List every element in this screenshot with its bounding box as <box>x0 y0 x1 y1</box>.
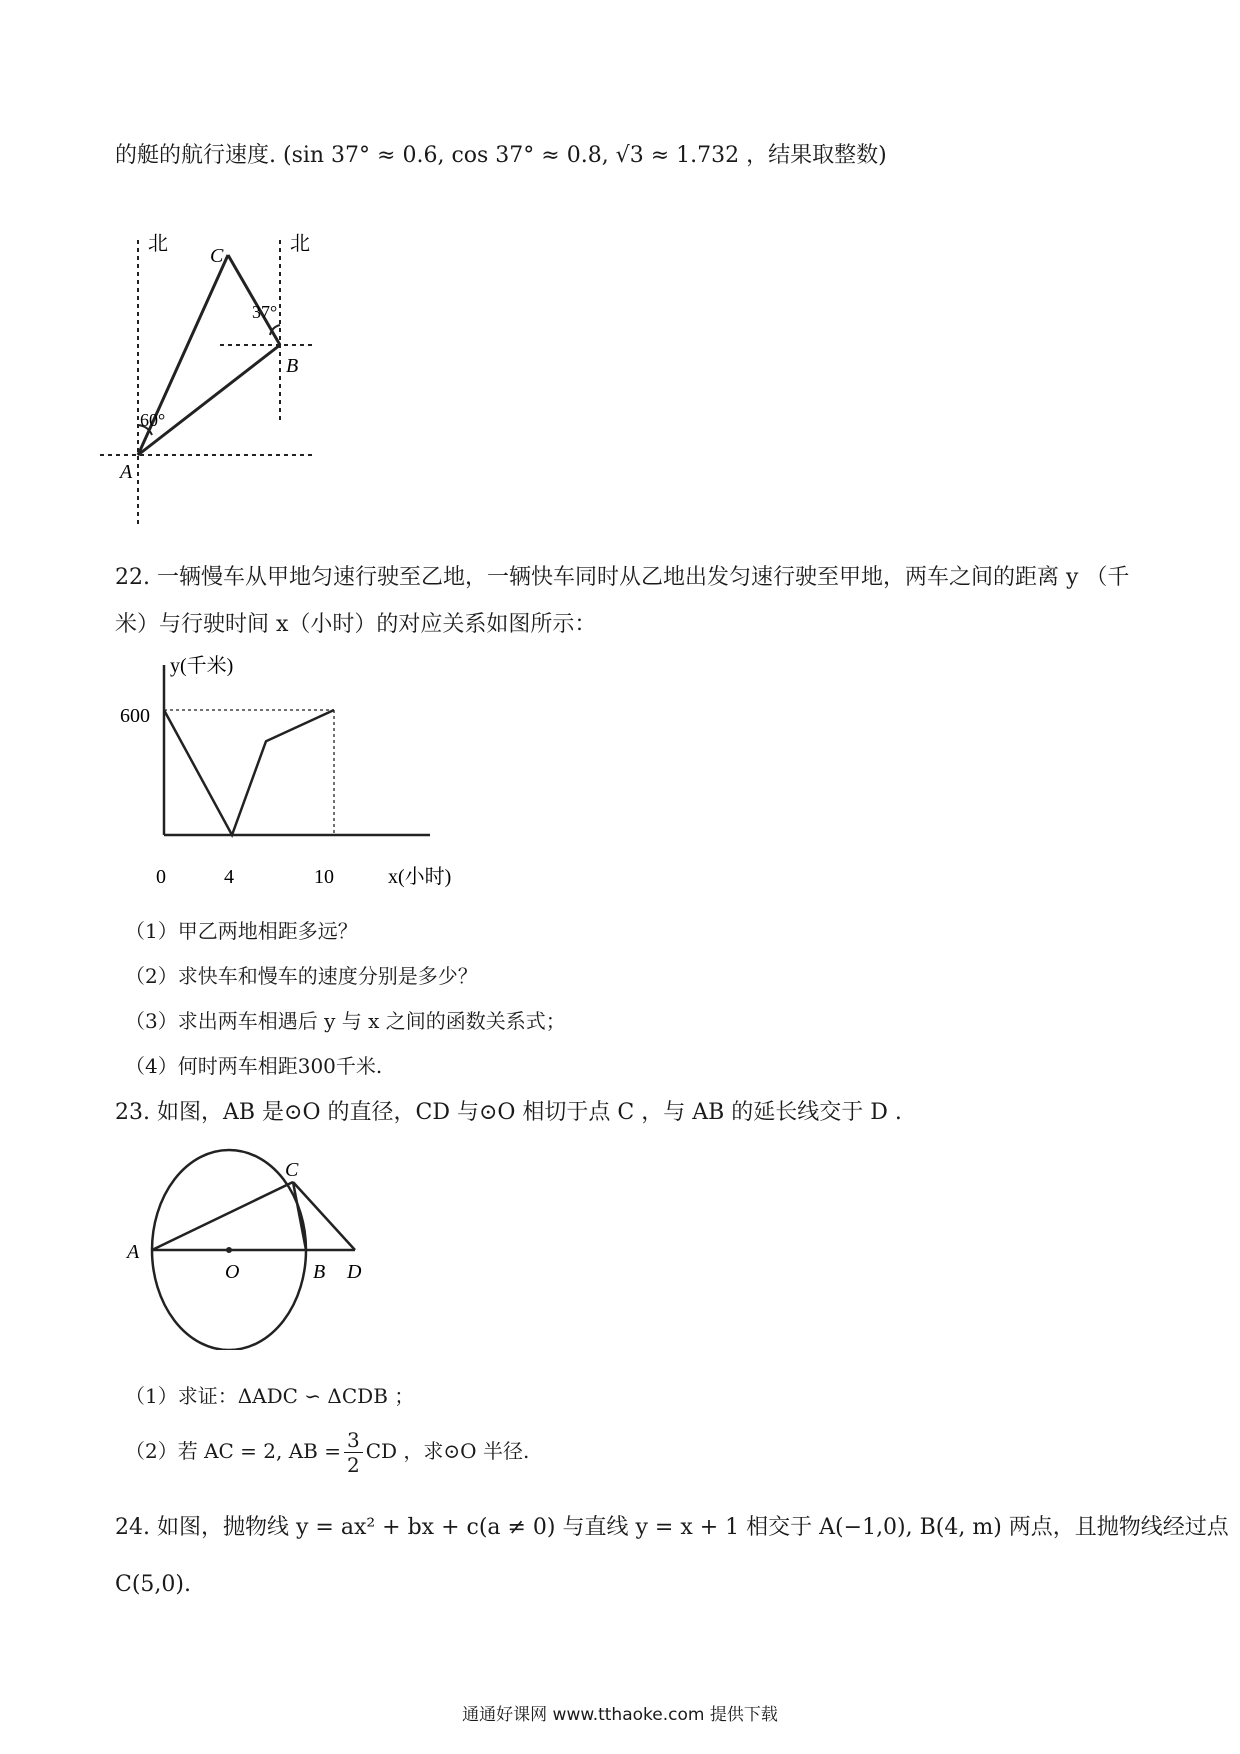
label-a: A <box>127 1241 140 1263</box>
footer-credit: 通通好课网 www.tthaoke.com 提供下载 <box>462 1705 778 1725</box>
label-c: C <box>210 245 224 267</box>
chord-ac <box>152 1182 293 1250</box>
angle-37-label: 37° <box>252 302 278 322</box>
north-label-1: 北 <box>148 233 168 255</box>
q22-sub-4: （4）何时两车相距300千米. <box>125 1054 383 1078</box>
figure-23-circle-tangent <box>125 1140 385 1350</box>
figure-22-distance-time-chart <box>120 650 460 890</box>
north-label-2: 北 <box>290 233 310 255</box>
angle-60-label: 60° <box>140 410 166 430</box>
label-o: O <box>225 1261 240 1283</box>
q23-line-1: 23. 如图，AB 是⊙O 的直径，CD 与⊙O 相切于点 C ，与 AB 的延长线交于 D . <box>115 1100 902 1125</box>
label-c: C <box>285 1159 299 1181</box>
fraction-3-2 <box>344 1428 363 1477</box>
label-b: B <box>313 1261 326 1283</box>
q23-sub-2-post: CD ，求⊙O 半径. <box>365 1439 530 1463</box>
segment-ab <box>138 345 280 455</box>
q23-sub-1: （1）求证：ΔADC ∽ ΔCDB ； <box>125 1384 415 1408</box>
q22-sub-3: （3）求出两车相遇后 y 与 x 之间的函数关系式； <box>125 1009 566 1033</box>
q22-sub-2: （2）求快车和慢车的速度分别是多少？ <box>125 964 478 988</box>
y-axis-label: y(千米) <box>170 655 234 677</box>
fraction-denominator: 2 <box>347 1453 360 1477</box>
q23-sub-2-pre: （2）若 AC = 2, AB = <box>125 1439 341 1463</box>
q24-line-1: 24. 如图，抛物线 y = ax² + bx + c(a ≠ 0) 与直线 y = x + 1 相交于 A(−1,0), B(4, m) 两点，且抛物线经过点 <box>115 1515 1229 1540</box>
x-tick-0: 0 <box>156 866 166 888</box>
x-axis-label: x(小时) <box>388 866 452 888</box>
label-a: A <box>120 461 133 483</box>
center-dot <box>226 1247 232 1253</box>
q22-line-2: 米）与行驶时间 x（小时）的对应关系如图所示： <box>115 612 597 637</box>
label-d: D <box>347 1261 362 1283</box>
label-b: B <box>286 355 299 377</box>
q24-line-2: C(5,0). <box>115 1572 191 1597</box>
series-line-0 <box>164 710 334 835</box>
x-tick-10: 10 <box>314 866 334 888</box>
y-tick-600: 600 <box>120 705 150 727</box>
x-tick-4: 4 <box>224 866 234 888</box>
fraction-numerator: 3 <box>344 1428 363 1453</box>
q23-sub-2 <box>125 1428 529 1477</box>
q22-line-1: 22. 一辆慢车从甲地匀速行驶至乙地，一辆快车同时从乙地出发匀速行驶至甲地，两车之间的距离 y （千 <box>115 565 1130 590</box>
q22-sub-1: （1）甲乙两地相距多远？ <box>125 919 358 943</box>
figure-21-bearing-diagram <box>100 230 360 530</box>
chord-cb <box>293 1182 306 1250</box>
q21-tail-text: 的艇的航行速度. (sin 37° ≈ 0.6, cos 37° ≈ 0.8, √3 ≈ 1.732 ，结果取整数) <box>115 143 887 168</box>
